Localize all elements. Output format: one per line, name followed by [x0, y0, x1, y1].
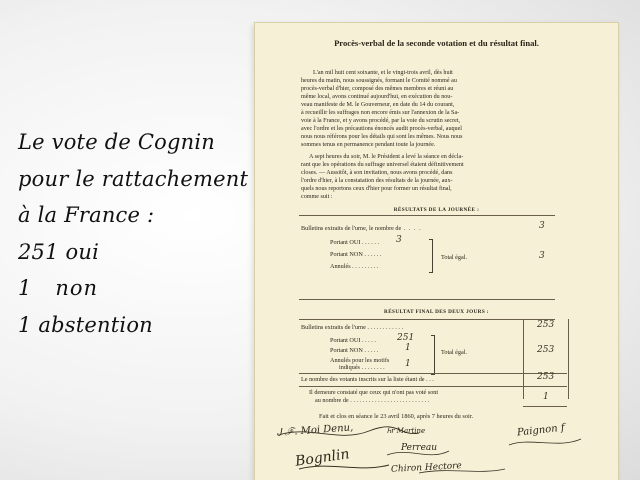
slide-caption [18, 132, 258, 351]
paragraph-line: même local, avons continué aujourd'hui, en exécution du nou- [301, 94, 453, 100]
final-total-label: Total égal. [441, 349, 468, 356]
day-oui-label: Portant OUI [330, 239, 361, 246]
paragraph-line: nous nous référons pour les détails qui sont les mêmes. Nous nous [301, 134, 463, 140]
final-annules-label: Annulés pour les motifs [330, 357, 390, 364]
final-annules-label-2: indiqués [339, 364, 360, 371]
final-extraits-row: Bulletins extraits de l'urne . . . . . . . . . . . . [301, 324, 403, 331]
caption-line: 251 oui [18, 239, 100, 264]
paragraph-line: A sept heures du soir, M. le Président a levé la séance en décla- [309, 154, 464, 160]
caption-line: 1 abstention [18, 312, 153, 337]
signature: Chiron Hectore [390, 461, 463, 475]
abstention-bottom-rule [523, 406, 567, 407]
final-oui-label: Portant OUI [330, 337, 361, 344]
abstention-value: 1 [543, 392, 549, 402]
paragraph-line: à recueillir les suffrages non encore émis sur l'annexion de la Sa- [301, 110, 460, 116]
day-annules-label: Annulés [330, 263, 351, 270]
paragraph-line: veau manifeste de M. le Gouverneur, en date du 14 du courant, [301, 102, 455, 108]
signature-flourishes [269, 421, 599, 479]
paragraph-line: quels nous reportons ceux d'hier pour former un résultat final, [301, 186, 452, 192]
day-extraits-value: 3 [539, 221, 545, 231]
day-results-heading: RÉSULTATS DE LA JOURNÉE : [393, 207, 480, 213]
scanned-document [255, 23, 618, 480]
day-annules-row: Annulés . . . . . . . . . [330, 263, 379, 270]
paragraph-line: procès-verbal d'hier, composé des mêmes membres et réuni au [301, 86, 454, 92]
final-annules-value: 1 [405, 359, 411, 369]
caption-line: à la France : [18, 203, 155, 227]
votants-rule [299, 373, 567, 374]
final-results-rule [299, 319, 555, 320]
final-non-row: Portant NON . . . . . [330, 347, 379, 354]
paragraph-1 [301, 69, 591, 149]
paragraph-line: sommes tenus en permanence pendant toute la journée. [301, 142, 436, 148]
final-non-label: Portant NON [330, 347, 363, 354]
value-column [523, 319, 569, 399]
paragraph-line: l'ordre d'hier, à la constatation des résultats de la journée, aux- [301, 178, 453, 184]
votants-label: Le nombre des votants inscrits sur la liste étant de [301, 376, 425, 383]
final-non-value: 1 [405, 343, 411, 353]
paragraph-2 [301, 153, 591, 201]
signature: Ꭻ ℱ. Moi Denu, [276, 422, 354, 439]
day-total-value: 3 [539, 251, 545, 261]
section-divider [299, 299, 555, 300]
day-total-bracket [429, 239, 433, 273]
abstention-rule [299, 386, 567, 387]
final-annules-row: indiqués . . . . . . . . [339, 364, 385, 371]
document-title: Procès-verbal de la seconde votation et du résultat final. [334, 38, 539, 48]
final-oui-value: 251 [397, 333, 415, 343]
signature: Paignon f [516, 422, 566, 439]
final-oui-row: Portant OUI . . . . . [330, 337, 376, 344]
caption-line: 1 non [18, 276, 99, 300]
final-extraits-value: 253 [537, 320, 555, 330]
day-non-row: Portant NON . . . . . . [330, 251, 382, 258]
signature: Bognlin [294, 446, 351, 470]
paragraph-line: avec l'ordre et les précautions énoncés audit procès-verbal, auquel [301, 126, 462, 132]
paragraph-line: voie à la France, et y avons procédé, par la voie du scrutin secret, [301, 118, 461, 124]
paragraph-line: closes. — Aussitôt, à son invitation, nous avons procédé, dans [301, 170, 453, 176]
signature: Ꮒr Martine [387, 427, 426, 435]
final-results-heading: RÉSULTAT FINAL DES DEUX JOURS : [384, 309, 489, 315]
day-total-label: Total égal. [441, 254, 468, 261]
day-extraits-row: Bulletins extraits de l'urne, le nombre de . . . . [301, 225, 422, 232]
votants-row: Le nombre des votants inscrits sur la liste étant de . . . [301, 376, 434, 383]
day-oui-row: Portant OUI . . . . . . [330, 239, 379, 246]
paragraph-line: L'an mil huit cent soixante, et le vingt-trois avril, dès huit [313, 70, 453, 76]
caption-line: Le vote de Cognin [18, 130, 215, 154]
closing-line: Fait et clos en séance le 23 avril 1860, après 7 heures du soir. [319, 413, 474, 420]
paragraph-line: comme suit : [301, 194, 333, 200]
caption-line: pour le rattachement [18, 166, 249, 191]
signature: Perreau [401, 443, 438, 453]
final-extraits-label: Bulletins extraits de l'urne [301, 324, 366, 331]
final-total-value: 253 [537, 345, 555, 355]
abstention-row: au nombre de . . . . . . . . . . . . . . . . . . . . . . . . . . [315, 397, 430, 404]
day-extraits-label: Bulletins extraits de l'urne, le nombre de [301, 225, 402, 232]
paragraph-line: heures du matin, nous soussignés, formant le Comité nommé au [301, 78, 457, 84]
day-non-label: Portant NON [330, 251, 363, 258]
abstention-label-2: au nombre de [315, 397, 349, 404]
final-total-bracket [431, 335, 435, 375]
abstention-label-1: Il demeure constaté que ceux qui n'ont pas voté sont [309, 389, 439, 396]
votants-value: 253 [537, 372, 555, 382]
paragraph-line: rant que les opérations du suffrage universel étaient définitivement [301, 162, 464, 168]
day-oui-value: 3 [396, 235, 402, 245]
